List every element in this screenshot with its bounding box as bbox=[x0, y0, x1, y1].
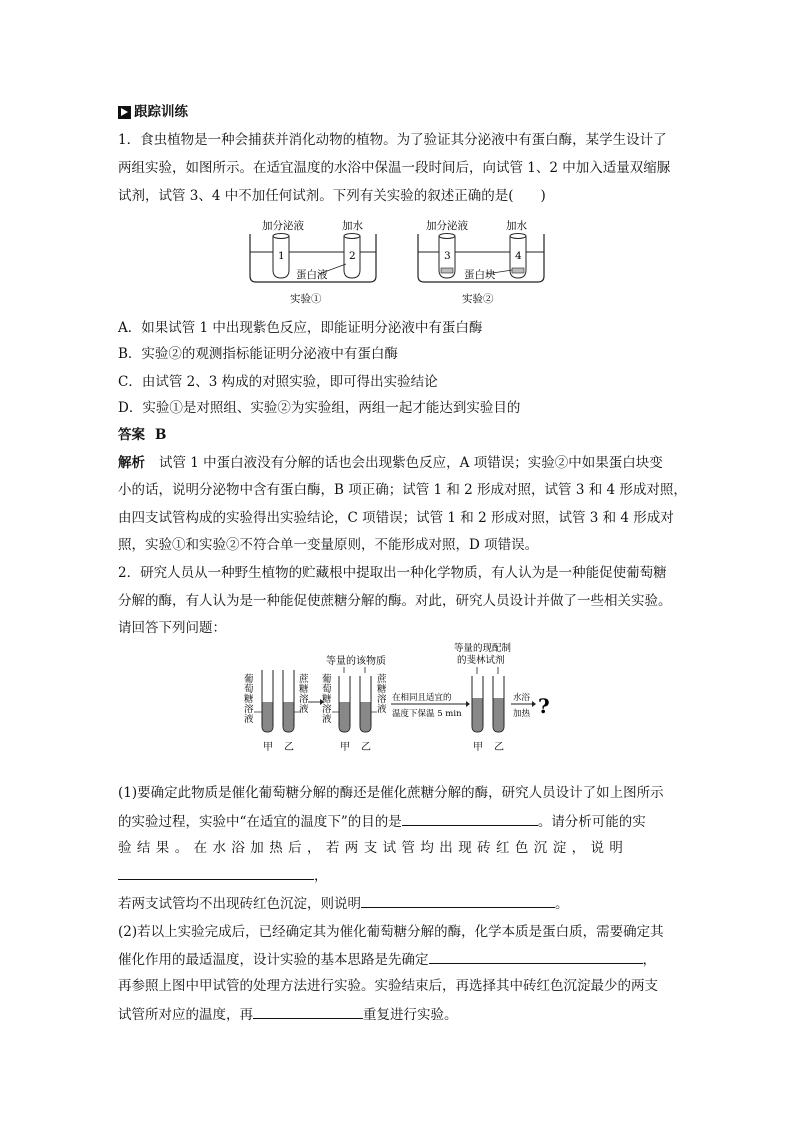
tube-4-number: 4 bbox=[515, 250, 522, 262]
part1-text-4b: ， bbox=[314, 868, 328, 884]
q1-option-a: A．如果试管 1 中出现紫色反应，即能证明分泌液中有蛋白酶 bbox=[118, 320, 483, 336]
exp1-caption: 实验① bbox=[290, 293, 322, 305]
add-substance-label: 等量的该物质 bbox=[326, 656, 386, 667]
exp2-add-secretion-label: 加分泌液 bbox=[426, 220, 468, 232]
q1-stem-line-3: 试剂，试管 3、4 中不加任何试剂。下列有关实验的叙述正确的是( ) bbox=[118, 188, 546, 204]
answer-blank-5[interactable] bbox=[253, 1004, 363, 1019]
q2-part1-line-3: 验结果。在水浴加热后，若两支试管均出现砖红色沉淀，说明 bbox=[118, 840, 629, 856]
part2-text-4a: 试管所对应的温度，再 bbox=[118, 1007, 253, 1023]
stage2-tube-jia-label: 甲 bbox=[340, 742, 350, 753]
experiment-1-diagram bbox=[250, 219, 376, 305]
q2-part1-line-2 bbox=[118, 811, 646, 832]
stage-2-tubes bbox=[322, 654, 387, 753]
q1-answer bbox=[118, 425, 166, 445]
analysis-text-1: 试管 1 中蛋白液没有分解的话也会出现紫色反应，A 项错误；实验②中如果蛋白块变 bbox=[159, 455, 663, 471]
question-mark: ? bbox=[538, 694, 550, 718]
answer-label: 答案 bbox=[118, 427, 145, 443]
sucrose-label-2: 蔗糖溶液 bbox=[377, 674, 387, 715]
part2-text-2a: 催化作用的最适温度，设计实验的基本思路是先确定 bbox=[118, 952, 429, 968]
analysis-label: 解析 bbox=[118, 455, 145, 471]
answer-blank-3[interactable] bbox=[361, 893, 555, 908]
q2-part1-line-5 bbox=[118, 893, 569, 914]
q1-analysis-line-2: 小的话，说明分泌物中含有蛋白酶，B 项正确；试管 1 和 2 形成对照，试管 3 和 4 形成对照， bbox=[118, 482, 687, 498]
q2-stem-line-2: 分解的酶，有人认为是一种能促使蔗糖分解的酶。对此，研究人员设计并做了一些相关实验。 bbox=[118, 593, 672, 609]
condition-line-1: 在相同且适宜的 bbox=[392, 693, 452, 703]
stage1-tube-yi-label: 乙 bbox=[284, 742, 294, 753]
exp1-tube-2 bbox=[344, 234, 360, 279]
part1-text-5b: 。 bbox=[555, 896, 569, 912]
exp2-add-water-label: 加水 bbox=[506, 220, 527, 232]
stage3-tube-yi-label: 乙 bbox=[494, 742, 504, 753]
add-reagent-line-1: 等量的现配制 bbox=[454, 643, 512, 654]
exp2-tube-3 bbox=[439, 234, 455, 279]
q2-part2-line-1: (2)若以上实验完成后，已经确定其为催化葡萄糖分解的酶，化学本质是蛋白质，需要确定其 bbox=[118, 924, 664, 940]
play-triangle-icon bbox=[118, 106, 131, 119]
sucrose-label-1: 蔗糖溶液 bbox=[299, 674, 309, 715]
exp2-protein-block-label: 蛋白块 bbox=[464, 269, 496, 281]
answer-blank-4[interactable] bbox=[429, 949, 643, 964]
q2-stem-line-3: 请回答下列问题： bbox=[118, 620, 226, 636]
q2-part2-line-3: 再参照上图中甲试管的处理方法进行实验。实验结束后，再选择其中砖红色沉淀最少的两支 bbox=[118, 978, 658, 994]
q2-stem-line-1: 2．研究人员从一种野生植物的贮藏根中提取出一种化学物质，有人认为是一种能促使葡萄糖 bbox=[118, 565, 667, 581]
q2-part1-line-1: (1)要确定此物质是催化葡萄糖分解的酶还是催化蔗糖分解的酶，研究人员设计了如上图所示 bbox=[118, 785, 664, 801]
answer-blank-1[interactable] bbox=[402, 811, 538, 826]
tube-4-protein-block bbox=[512, 268, 524, 273]
exp1-protein-solution-label: 蛋白液 bbox=[296, 269, 328, 281]
tube-2-number: 2 bbox=[349, 250, 356, 262]
tube-3-number: 3 bbox=[444, 250, 451, 262]
exp2-tube-4 bbox=[510, 234, 526, 279]
part2-text-2b: ， bbox=[642, 952, 656, 968]
part1-text-2a: 的实验过程，实验中“在适宜的温度下”的目的是 bbox=[118, 814, 402, 830]
q1-experiment-figure bbox=[240, 212, 560, 308]
q1-analysis-line-4: 照，实验①和实验②不符合单一变量原则，不能形成对照，D 项错误。 bbox=[118, 537, 539, 553]
water-bath-line-1: 水浴 bbox=[513, 693, 531, 703]
q1-stem-line-2: 两组实验，如图所示。在适宜温度的水浴中保温一段时间后，向试管 1、2 中加入适量双缩脲 bbox=[118, 160, 671, 176]
q1-analysis-line-3: 由四支试管构成的实验得出实验结论，C 项错误；试管 1 和 2 形成对照，试管 3 和 4 形成对 bbox=[118, 510, 674, 526]
q1-stem-line-1: 1．食虫植物是一种会捕获并消化动物的植物。为了验证其分泌液中有蛋白酶，某学生设计了 bbox=[118, 132, 667, 148]
part1-text-5a: 若两支试管均不出现砖红色沉淀，则说明 bbox=[118, 896, 361, 912]
section-heading bbox=[118, 102, 188, 122]
exp1-tube-1 bbox=[273, 234, 289, 279]
exp1-add-secretion-label: 加分泌液 bbox=[262, 220, 304, 232]
q1-option-d: D．实验①是对照组、实验②为实验组，两组一起才能达到实验目的 bbox=[118, 400, 521, 416]
q2-part2-line-4 bbox=[118, 1004, 458, 1025]
section-title: 跟踪训练 bbox=[134, 104, 188, 120]
answer-value: B bbox=[155, 427, 167, 443]
glucose-label-2: 葡萄糖溶液 bbox=[322, 674, 332, 725]
glucose-label-1: 葡萄糖溶液 bbox=[244, 674, 254, 725]
exp2-caption: 实验② bbox=[462, 293, 494, 305]
q1-option-c: C．由试管 2、3 构成的对照实验，即可得出实验结论 bbox=[118, 374, 438, 390]
condition-line-2: 温度下保温 5 min bbox=[392, 709, 462, 719]
part2-text-4b: 重复进行实验。 bbox=[363, 1007, 458, 1023]
q1-analysis-line-1 bbox=[118, 453, 663, 473]
q2-experiment-figure bbox=[240, 640, 560, 758]
tube-3-protein-block bbox=[441, 268, 453, 273]
exp1-add-water-label: 加水 bbox=[342, 220, 363, 232]
stage3-tube-jia-label: 甲 bbox=[473, 742, 483, 753]
tube-1-number: 1 bbox=[278, 250, 285, 262]
q2-part1-line-4 bbox=[118, 865, 328, 886]
q2-part2-line-2 bbox=[118, 949, 656, 970]
answer-blank-2[interactable] bbox=[118, 865, 314, 880]
water-bath-line-2: 加热 bbox=[513, 709, 531, 719]
q1-option-b: B．实验②的观测指标能证明分泌液中有蛋白酶 bbox=[118, 346, 398, 362]
stage-3-tubes bbox=[454, 642, 511, 753]
stage2-tube-yi-label: 乙 bbox=[361, 742, 371, 753]
stage-1-tubes bbox=[244, 670, 309, 753]
stage1-tube-jia-label: 甲 bbox=[263, 742, 273, 753]
experiment-2-diagram bbox=[418, 219, 544, 305]
add-reagent-line-2: 的斐林试剂 bbox=[457, 655, 505, 666]
part1-text-2b: 。请分析可能的实 bbox=[537, 814, 646, 830]
